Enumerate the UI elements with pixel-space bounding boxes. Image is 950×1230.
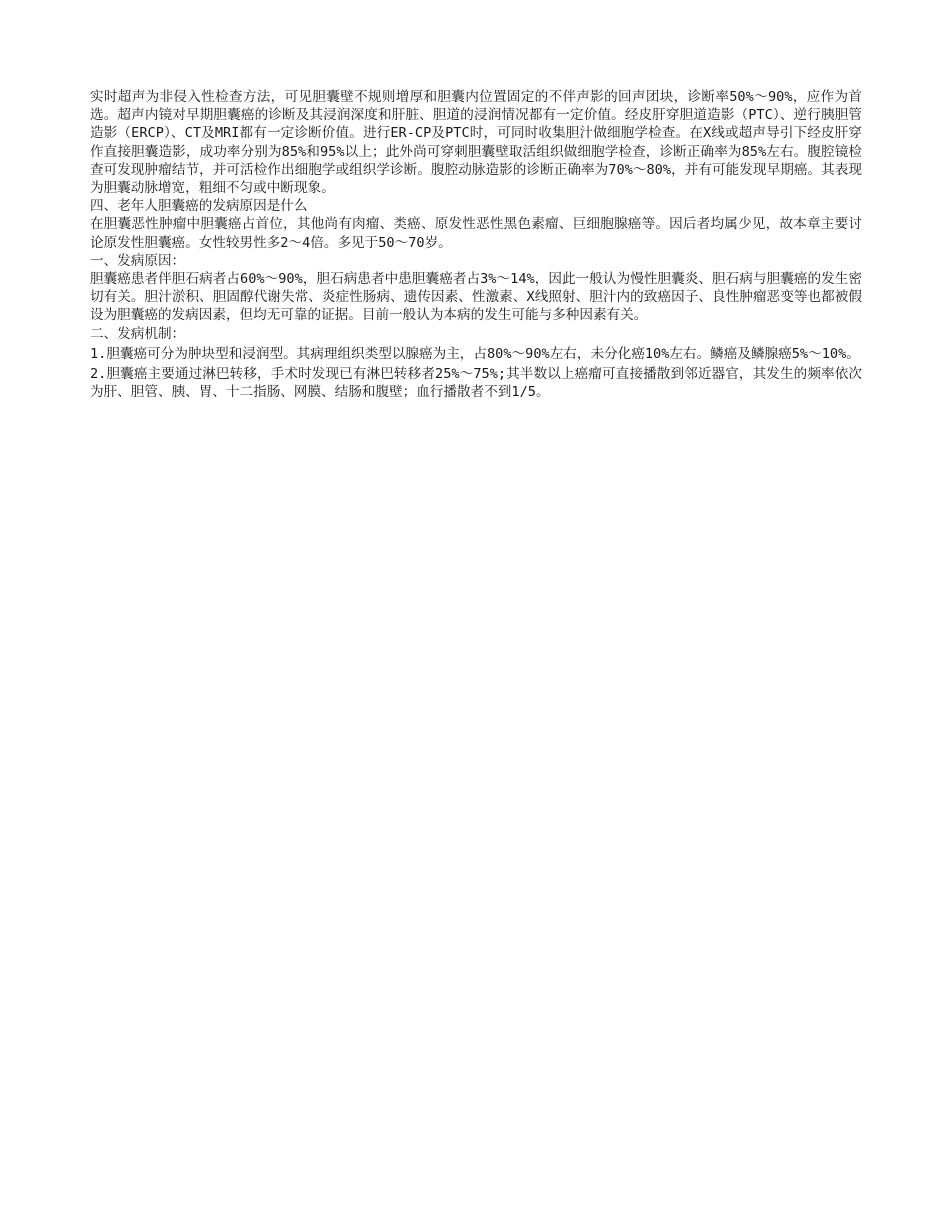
section-heading-mechanism: 二、发病机制：: [90, 325, 186, 342]
section-heading-causes-elderly: 四、老年人胆囊癌的发病原因是什么: [90, 198, 308, 215]
document-body: [90, 88, 862, 401]
paragraph-mechanism-2: 2.胆囊癌主要通过淋巴转移，手术时发现已有淋巴转移者25%～75%;其半数以上癌瘤可直接播散到邻近器官，其发生的频率依次为肝、胆管、胰、胃、十二指肠、网膜、结肠和腹壁；血行播散者不到1/5。: [90, 366, 862, 401]
section-heading-cause: 一、发病原因：: [90, 252, 186, 269]
paragraph-overview: 在胆囊恶性肿瘤中胆囊癌占首位，其他尚有肉瘤、类癌、原发性恶性黑色素瘤、巨细胞腺癌等。因后者均属少见，故本章主要讨论原发性胆囊癌。女性较男性多2～4倍。多见于50～70岁。: [90, 216, 862, 251]
paragraph-diagnosis: 实时超声为非侵入性检查方法，可见胆囊壁不规则增厚和胆囊内位置固定的不伴声影的回声团块，诊断率50%～90%，应作为首选。超声内镜对早期胆囊癌的诊断及其浸润深度和肝脏、胆道的浸润情况都有一定价值。经皮肝穿胆道造影（PTC）、逆行胰胆管造影（ERCP）、CT及MRI都有一定诊断价值。进行ER-CP及PTC时，可同时收集胆汁做细胞学检查。在X线或超声导引下经皮肝穿作直接胆囊造影，成功率分别为85%和95%以上；此外尚可穿刺胆囊壁取活组织做细胞学检查，诊断正确率为85%左右。腹腔镜检查可发现肿瘤结节，并可活检作出细胞学或组织学诊断。腹腔动脉造影的诊断正确率为70%～80%，并有可能发现早期癌。其表现为胆囊动脉增宽，粗细不匀或中断现象。: [90, 89, 862, 197]
paragraph-cause: 胆囊癌患者伴胆石病者占60%～90%，胆石病患者中患胆囊癌者占3%～14%，因此一般认为慢性胆囊炎、胆石病与胆囊癌的发生密切有关。胆汁淤积、胆固醇代谢失常、炎症性肠病、遗传因素、性激素、X线照射、胆汁内的致癌因子、良性肿瘤恶变等也都被假设为胆囊癌的发病因素，但均无可靠的证据。目前一般认为本病的发生可能与多种因素有关。: [90, 271, 862, 324]
paragraph-mechanism-1: 1.胆囊癌可分为肿块型和浸润型。其病理组织类型以腺癌为主，占80%～90%左右，未分化癌10%左右。鳞癌及鳞腺癌5%～10%。: [90, 345, 860, 362]
